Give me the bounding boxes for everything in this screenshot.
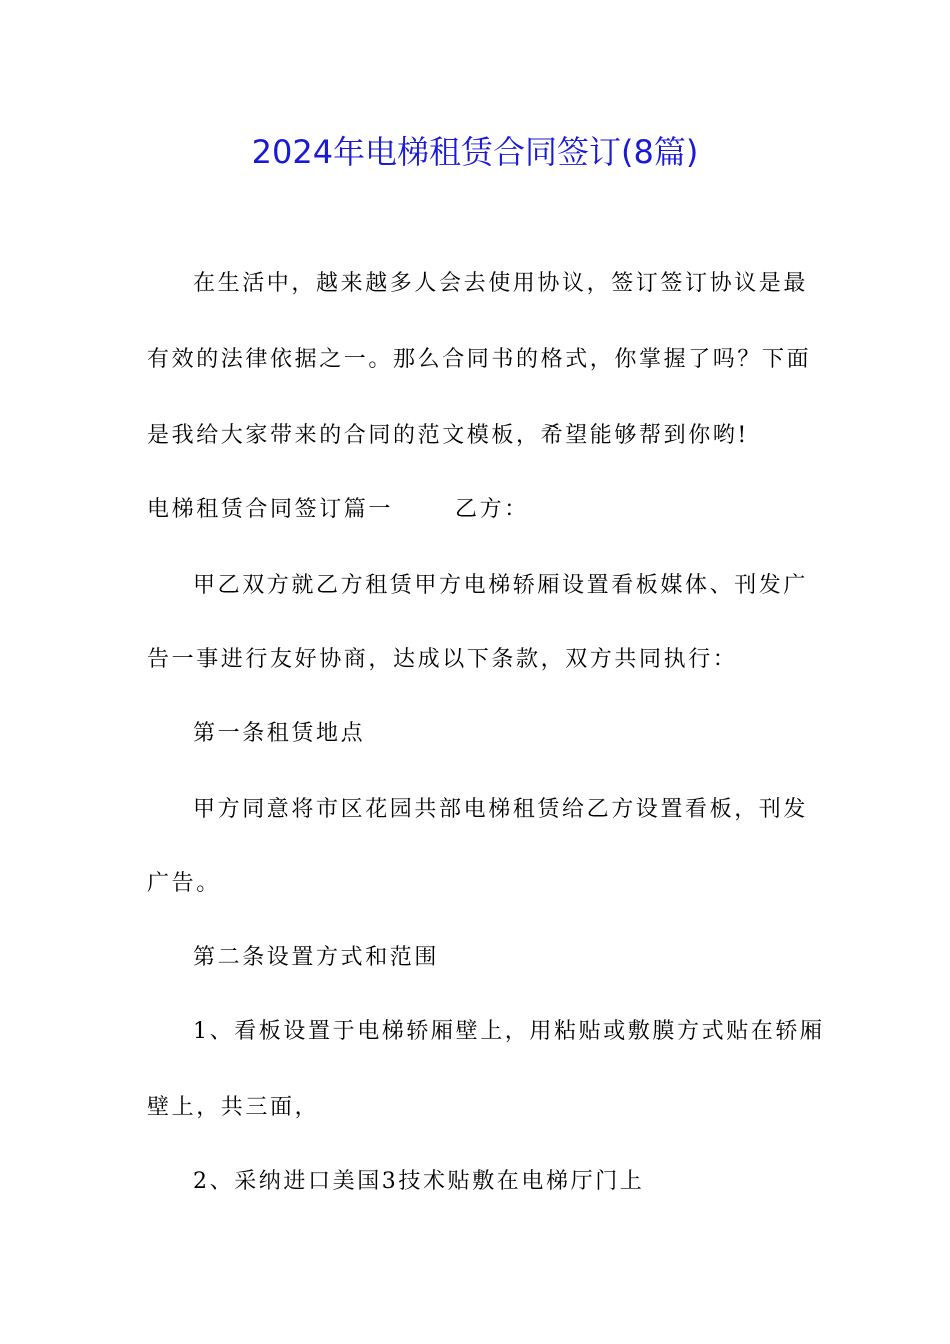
preamble-line-2: 告一事进行友好协商，达成以下条款，双方共同执行： [147, 647, 738, 672]
party-b-label: 乙方： [455, 497, 529, 522]
section-heading-row [147, 494, 807, 526]
article-1-line-2: 广告。 [147, 871, 221, 896]
intro-line-1: 在生活中，越来越多人会去使用协议，签订签订协议是最 [193, 271, 809, 296]
article-2-item-2: 2、采纳进口美国3技术贴敷在电梯厅门上 [193, 1169, 645, 1194]
article-2-title: 第二条设置方式和范围 [193, 945, 440, 970]
section-heading: 电梯租赁合同签订篇一 [147, 497, 394, 522]
intro-line-3: 是我给大家带来的合同的范文模板，希望能够帮到你哟! [147, 423, 749, 448]
intro-line-2: 有效的法律依据之一。那么合同书的格式，你掌握了吗？下面 [147, 347, 812, 372]
article-1-title: 第一条租赁地点 [193, 721, 366, 746]
article-2-item-1-line-1: 1、看板设置于电梯轿厢壁上，用粘贴或敷膜方式贴在轿厢 [193, 1019, 825, 1044]
preamble-line-1: 甲乙双方就乙方租赁甲方电梯轿厢设置看板媒体、刊发广 [193, 573, 809, 598]
article-1-line-1: 甲方同意将市区花园共部电梯租赁给乙方设置看板，刊发 [193, 797, 809, 822]
article-2-item-1-line-2: 壁上，共三面， [147, 1095, 320, 1120]
document-title: 2024年电梯租赁合同签订(8篇) [251, 133, 699, 171]
